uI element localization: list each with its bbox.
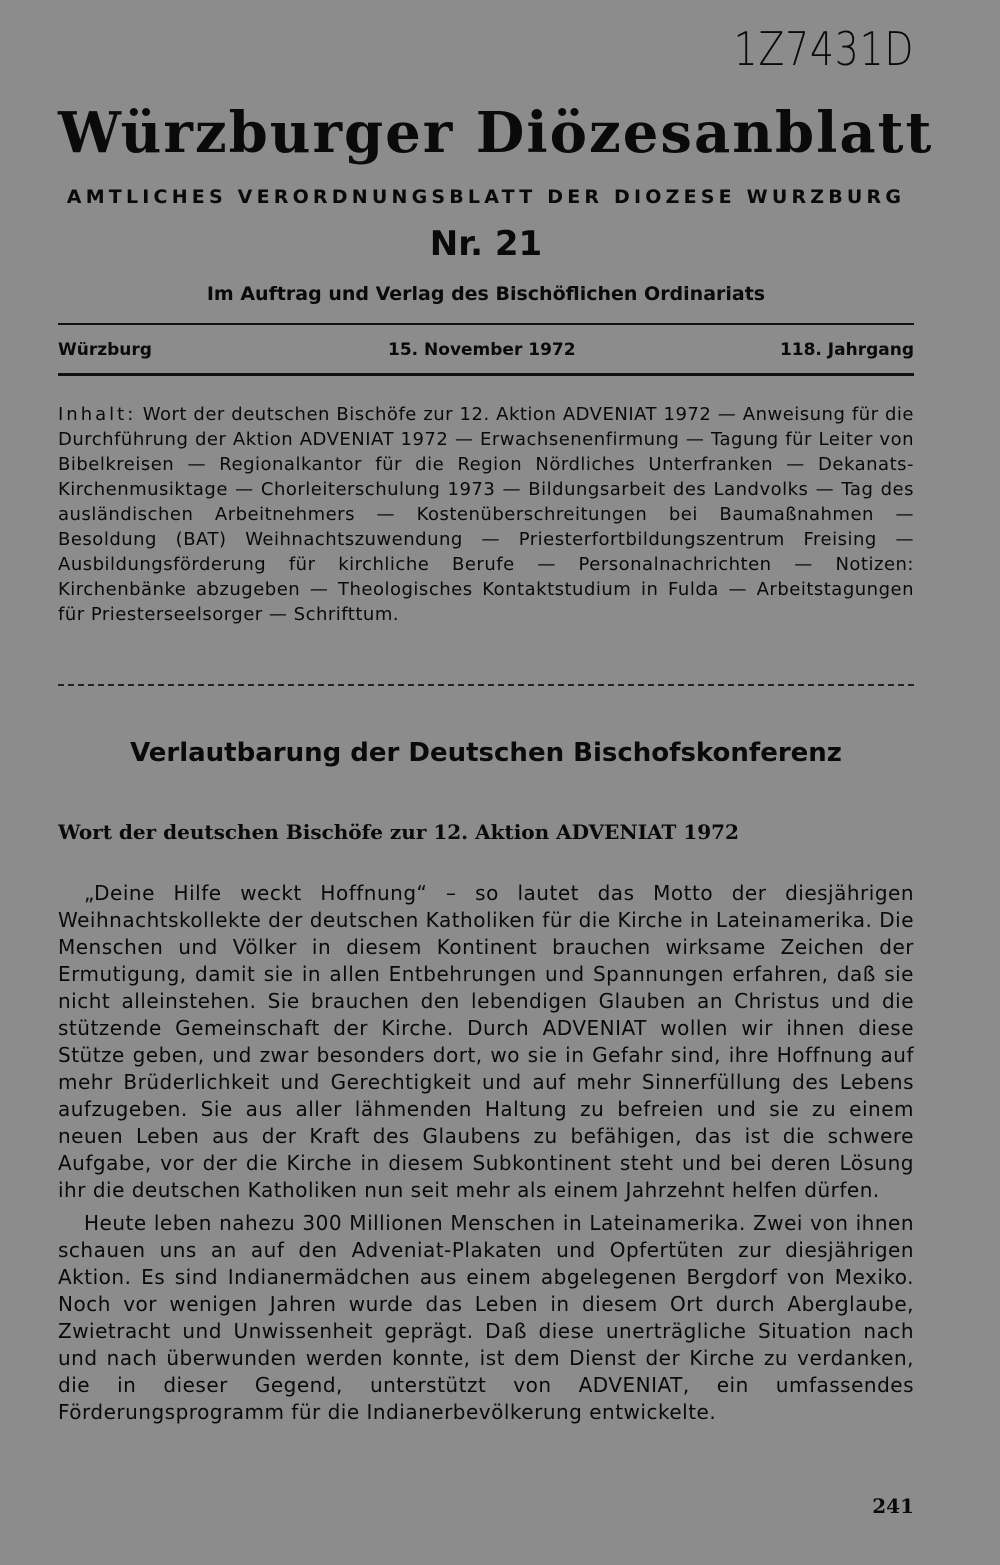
archive-code: 1Z7431D [733, 22, 914, 76]
info-bar [58, 340, 914, 364]
publication-date: 15. November 1972 [388, 340, 576, 360]
page-number: 241 [872, 1494, 914, 1518]
article-paragraph: „Deine Hilfe weckt Hoffnung“ – so lautet das Motto der diesjährigen Weihnachtskollekte der deutschen Katholiken für die Kirche in Lateinamerika. Die Menschen und Völker in diesem Kontinent brauchen wirksame Zeichen der Ermutigung, damit sie in allen Entbehrungen und Spannungen erfahren, daß sie nicht alleinstehen. Sie brauchen den lebendigen Glauben an Christus und die stützende Gemeinschaft der Kirche. Durch ADVENIAT wollen wir ihnen diese Stütze geben, und zwar besonders dort, wo sie in Gefahr sind, ihre Hoffnung auf mehr Brüderlichkeit und Gerechtigkeit und auf mehr Sinnerfüllung des Lebens aufzugeben. Sie aus aller lähmenden Haltung zu befreien und sie zu einem neuen Leben aus der Kraft des Glaubens zu befähigen, das ist die schwere Aufgabe, vor der die Kirche in diesem Subkontinent steht und bei deren Lösung ihr die deutschen Katholiken nun seit mehr als einem Jahrzehnt helfen dürfen. [58, 881, 914, 1202]
section-heading: Verlautbarung der Deutschen Bischofskonferenz [130, 738, 842, 768]
volume-year: 118. Jahrgang [779, 340, 914, 360]
header-rule-top [58, 323, 914, 325]
article-paragraph: Heute leben nahezu 300 Millionen Menschen in Lateinamerika. Zwei von ihnen schauen uns an auf den Adveniat-Plakaten und Opfertüten zur diesjährigen Aktion. Es sind Indianermädchen aus einem abgelegenen Bergdorf von Mexiko. Noch vor wenigen Jahren wurde das Leben in diesem Ort durch Aberglaube, Zwietracht und Unwissenheit geprägt. Daß diese unerträgliche Situation nach und nach überwunden werden konnte, ist dem Dienst der Kirche zu verdanken, die in dieser Gegend, unterstützt von ADVENIAT, ein umfassendes Förderungsprogramm für die Indianerbevölkerung entwickelte. [58, 1211, 914, 1424]
toc-text: Wort der deutschen Bischöfe zur 12. Aktion ADVENIAT 1972 — Anweisung für die Durchführung der Aktion ADVENIAT 1972 — Erwachsenenfirmung — Tagung für Leiter von Bibelkreisen — Regionalkantor für die Region Nördliches Unterfranken — Dekanats-Kirchenmusiktage — Chorleiterschulung 1973 — Bildungsarbeit des Landvolks — Tag des ausländischen Arbeitnehmers — Kostenüberschreitungen bei Baumaßnahmen — Besoldung (BAT) Weihnachtszuwendung — Priesterfortbildungszentrum Freising — Ausbildungsförderung für kirchliche Berufe — Personalnachrichten — Notizen: Kirchenbänke abzugeben — Theologisches Kontaktstudium in Fulda — Arbeitstagungen für Priesterseelsorger — Schrifttum. [58, 404, 914, 625]
toc-label: Inhalt: [58, 404, 137, 425]
issue-number: Nr. 21 [429, 224, 543, 264]
article-body [58, 880, 914, 1432]
section-divider [58, 684, 914, 686]
table-of-contents [58, 402, 914, 627]
masthead-subtitle: AMTLICHES VERORDNUNGSBLATT DER DIOZESE WURZBURG [66, 186, 906, 208]
publisher-line: Im Auftrag und Verlag des Bischöflichen Ordinariats [206, 283, 766, 305]
publication-place: Würzburg [58, 340, 152, 360]
article-title: Wort der deutschen Bischöfe zur 12. Aktion ADVENIAT 1972 [58, 820, 739, 844]
header-rule-bottom [58, 373, 914, 376]
masthead-title: Würzburger Diözesanblatt [58, 100, 934, 166]
